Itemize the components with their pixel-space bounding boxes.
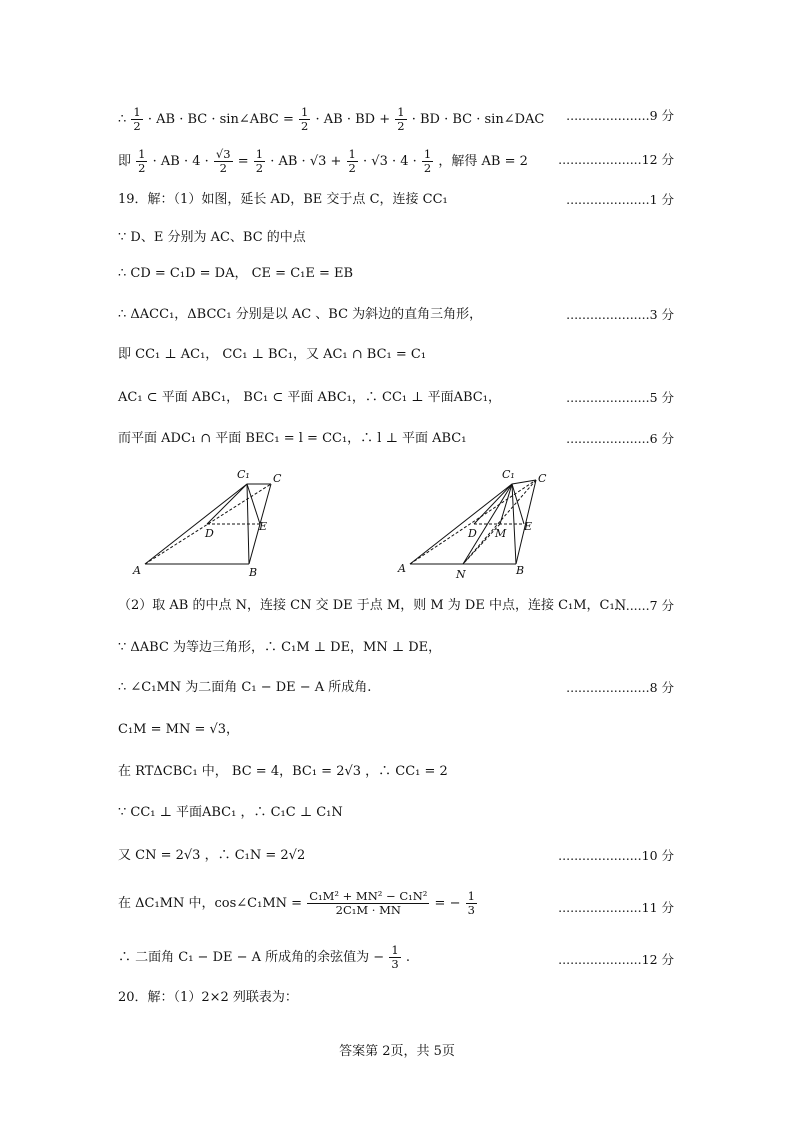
score: .....................5 分 [566,390,674,405]
fraction: $\frac{\text{C₁M² + MN² − C₁N²}}{\text{2C₁M · MN}}$ [309,889,428,917]
label-A: A [398,562,406,575]
label-C1: C₁ [237,468,250,481]
label-A: A [133,564,141,577]
score: .....................3 分 [566,307,674,322]
text-line: ∴ CD = C₁D = DA， CE = C₁E = EB [118,266,354,281]
text-line: 即 CC₁ ⊥ AC₁， CC₁ ⊥ BC₁，又 AC₁ ∩ BC₁ = C₁ [118,347,427,362]
score: .....................9 分 [566,108,674,123]
score: .....................12 分 [558,152,674,167]
fraction: $\frac{1}{2}$ [423,147,432,175]
fraction: $\frac{1}{2}$ [138,147,146,175]
label-N: N [456,568,466,581]
eq-area-line: ∴ $\frac{1}{2}$ · AB · BC · sin∠ABC = $\frac{1}{2}$ · AB · BD + $\frac{1}{2}$ · BD · BC · sin∠DAC [118,105,545,133]
score: .....................8 分 [566,680,674,695]
label-C: C [538,472,547,485]
figure-2-geometry [390,462,560,582]
text-line: ∵ D、E 分别为 AC、BC 的中点 [118,230,306,245]
score: .....................10 分 [558,848,674,863]
edge-AC1 [145,484,247,564]
label-C: C [273,472,282,485]
cosine-line: 在 ΔC₁MN 中，cos∠C₁MN = $\frac{\text{C₁M² + MN² − C₁N²}}{\text{2C₁M · MN}}$ = − $\frac{1}{3}$ [118,889,475,917]
edge-C1E [247,484,260,524]
label-B: B [516,564,525,577]
edge-C1D [207,484,247,524]
conclusion-line: ∴ 二面角 C₁ − DE − A 所成角的余弦值为 − $\frac{1}{3}$ . [118,943,410,971]
label-C1: C₁ [502,468,515,481]
text-line: ∵ CC₁ ⊥ 平面ABC₁ ，∴ C₁C ⊥ C₁N [118,805,343,820]
score: .........7 分 [613,598,674,613]
text-line: AC₁ ⊂ 平面 ABC₁， BC₁ ⊂ 平面 ABC₁，∴ CC₁ ⊥ 平面ABC₁， [118,390,501,405]
label-D: D [468,527,477,540]
fraction: $\frac{1}{3}$ [467,889,475,917]
label-E: E [259,520,268,533]
fraction: $\frac{1}{2}$ [397,105,405,133]
fraction: $\frac{1}{2}$ [133,105,141,133]
score: .....................12 分 [558,952,674,967]
fraction: $\frac{√3}{2}$ [215,147,231,175]
text-line: ∴ ∠C₁MN 为二面角 C₁ − DE − A 所成角. [118,680,372,695]
fraction: $\frac{1}{2}$ [255,147,264,175]
score: .....................11 分 [558,900,674,915]
label-E: E [524,520,533,533]
text-line: 而平面 ADC₁ ∩ 平面 BEC₁ = l = CC₁，∴ l ⊥ 平面 ABC₁ [118,431,467,446]
score: .....................1 分 [566,192,674,207]
fraction: $\frac{1}{3}$ [391,943,399,971]
page-footer: 答案第 2页，共 5页 [339,1044,455,1059]
text-line: ∵ ΔABC 为等边三角形，∴ C₁M ⊥ DE，MN ⊥ DE， [118,640,442,655]
figure-1-geometry [125,462,295,582]
fraction: $\frac{1}{2}$ [301,105,309,133]
score: .....................6 分 [566,431,674,446]
label-D: D [205,527,214,540]
text-line: C₁M = MN = √3， [118,722,240,737]
fraction: $\frac{1}{2}$ [348,147,356,175]
edge-AC [410,480,536,564]
q20-heading: 20．解：（1）2×2 列联表为： [118,990,298,1005]
text-line: 又 CN = 2√3 ，∴ C₁N = 2√2 [118,848,306,863]
text-line: ∴ ΔACC₁，ΔBCC₁ 分别是以 AC 、BC 为斜边的直角三角形， [118,307,483,322]
label-B: B [249,566,258,579]
text-line: （2）取 AB 的中点 N，连接 CN 交 DE 于点 M，则 M 为 DE 中点，连接 C₁M，C₁N [118,598,627,613]
eq-substitute-line: 即 $\frac{1}{2}$ · AB · 4 · $\frac{√3}{2}$ = $\frac{1}{2}$ · AB · √3 + $\frac{1}{2}$ · √3 · 4 · $\frac{1}{2}$ ，解得 AB = 2 [118,147,528,175]
q19-heading: 19．解：（1）如图，延长 AD，BE 交于点 C，连接 CC₁ [118,192,448,207]
text-line: 在 RTΔCBC₁ 中， BC = 4，BC₁ = 2√3 ，∴ CC₁ = 2 [118,764,448,779]
label-M: M [495,527,507,540]
